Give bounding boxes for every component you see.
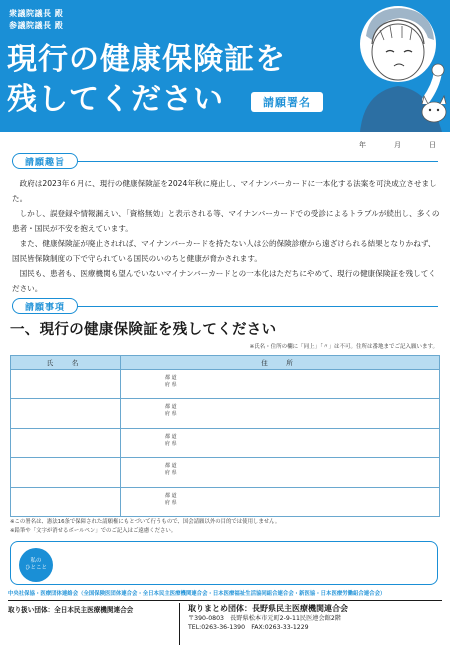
character-illustration <box>330 0 450 132</box>
name-field[interactable] <box>11 458 121 487</box>
signature-row <box>11 458 440 487</box>
prefecture-label: 都 道 府 県 <box>165 463 177 477</box>
address-column-header: 住 所 <box>121 356 440 370</box>
signature-row <box>11 370 440 399</box>
prefecture-label: 都 道 府 県 <box>165 375 177 388</box>
purpose-section-heading <box>12 153 78 169</box>
purpose-heading-label: 請願趣旨 <box>12 153 78 169</box>
prefecture-label: 都 道 府 県 <box>165 404 177 418</box>
signature-row <box>11 428 440 457</box>
date-fields <box>359 140 436 150</box>
title-line-2: 残してください <box>7 82 224 117</box>
date-month-label: 月 <box>394 141 401 149</box>
compiler-address: 〒390-0803 長野県松本市元町2-9-11民医連会館2階 <box>188 615 341 622</box>
address-field[interactable] <box>121 370 440 399</box>
date-day-label: 日 <box>429 141 436 149</box>
petition-item: 一、現行の健康保険証を残してください <box>10 322 277 338</box>
name-column-header: 氏 名 <box>11 356 121 370</box>
addressee-house-of-representatives: 衆議院議長 殿 <box>9 9 64 18</box>
prefecture-label: 都 道 府 県 <box>165 433 177 447</box>
date-year-label: 年 <box>359 141 366 149</box>
purpose-paragraph: また、健康保険証が廃止されれば、マイナンバーカードを持たない人は公的保険診療から遠ざけられる結果となりかねず、国民皆保険制度の下で守られている国民のいのちと健康が脅かされます。 <box>12 239 436 263</box>
name-field[interactable] <box>11 487 121 516</box>
comment-tag: 私の ひとこと <box>19 548 53 582</box>
address-field[interactable] <box>121 399 440 428</box>
header-banner <box>0 0 450 132</box>
name-field[interactable] <box>11 399 121 428</box>
organizations-list: 中央社保協・医療団体連絡会（全国保険医団体連合会・全日本民主医療機関連合会・日本医療福祉生活協同組合連合会・新医協・日本医療労働組合連合会） <box>8 591 386 597</box>
name-field[interactable] <box>11 428 121 457</box>
petition-heading-label: 請願事項 <box>12 298 78 314</box>
name-field[interactable] <box>11 370 121 399</box>
petition-note: ※氏名・住所の欄に「同上」「〃」は不可。住所は番地までご記入願います。 <box>249 344 438 350</box>
address-field[interactable] <box>121 458 440 487</box>
purpose-paragraph: 政府は2023年６月に、現行の健康保険証を2024年秋に廃止し、マイナンバーカードに一本化する法案を可決成立させました。 <box>12 179 437 203</box>
footnote-purpose: ※この署名は、憲法16条で保障された請願権にもとづいて行うもので、国会請願以外の目的では使用しません。 <box>10 519 281 525</box>
address-field[interactable] <box>121 487 440 516</box>
purpose-paragraph: しかし、誤登録や情報漏えい、「資格無効」と表示される等、マイナンバーカードでの受診によるトラブルが続出し、多くの患者・国民が不安を抱えています。 <box>12 209 440 233</box>
compiler-phone: TEL:0263-36-1390 FAX:0263-33-1229 <box>188 624 309 631</box>
purpose-text <box>12 176 440 296</box>
signature-row <box>11 487 440 516</box>
petition-signature-badge: 請願署名 <box>251 92 323 112</box>
handling-organization: 取り扱い団体：全日本民主医療機関連合会 <box>8 606 134 614</box>
signature-table <box>10 355 440 517</box>
footnotes <box>10 518 280 536</box>
petition-section-heading <box>12 298 78 314</box>
compiler-info <box>179 603 442 645</box>
comment-box[interactable] <box>10 541 438 585</box>
prefecture-label: 都 道 府 県 <box>165 492 177 506</box>
signature-row <box>11 399 440 428</box>
footnote-pen: ※鉛筆や「文字が消せるボールペン」でのご記入はご遠慮ください。 <box>10 528 177 534</box>
purpose-paragraph: 国民も、患者も、医療機関も望んでいないマイナンバーカードとの一本化はただちにやめて、現行の健康保険証を残してください。 <box>12 269 436 293</box>
title-line-1: 現行の健康保険証を <box>7 42 286 77</box>
footer-divider <box>8 600 442 601</box>
compiler-title: 取りまとめ団体：長野県民主医療機関連合会 <box>188 604 348 613</box>
addressee-house-of-councillors: 参議院議長 殿 <box>9 21 64 30</box>
address-field[interactable] <box>121 428 440 457</box>
